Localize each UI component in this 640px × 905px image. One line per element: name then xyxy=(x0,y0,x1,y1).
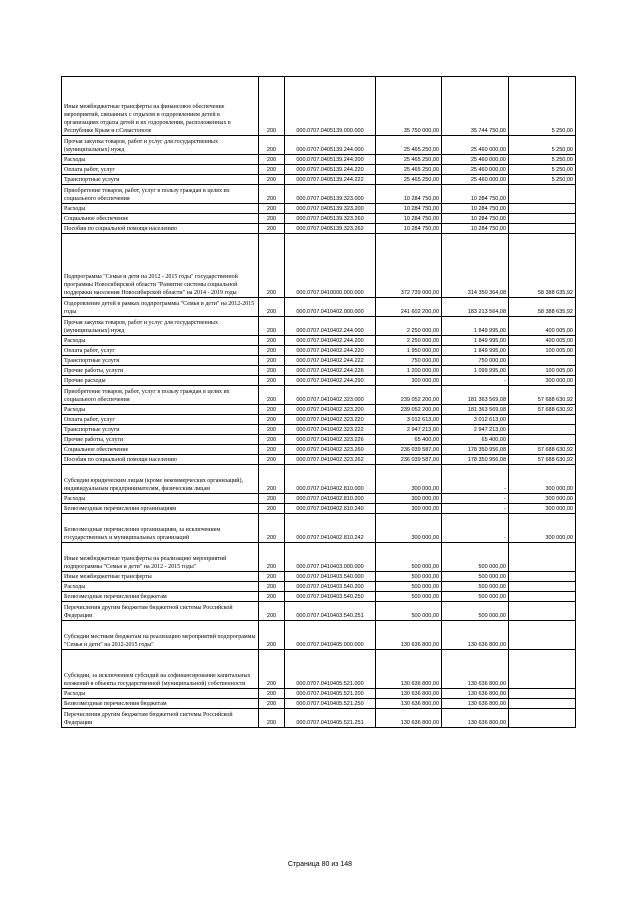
row-line-code: 200 xyxy=(259,415,285,425)
row-remaining-amount xyxy=(509,602,576,621)
row-classification-code: 000.0707.0405139.244.220 xyxy=(285,165,376,175)
row-line-code: 200 xyxy=(259,356,285,366)
row-approved-amount: 500 000,00 xyxy=(376,592,442,602)
row-approved-amount: 3 012 613,00 xyxy=(376,415,442,425)
row-executed-amount: 314 350 364,08 xyxy=(442,234,509,298)
row-line-code: 200 xyxy=(259,514,285,543)
row-remaining-amount xyxy=(509,435,576,445)
row-approved-amount: 300 000,00 xyxy=(376,504,442,514)
row-remaining-amount xyxy=(509,425,576,435)
row-approved-amount: 10 284 750,00 xyxy=(376,204,442,214)
row-executed-amount: 181 363 569,08 xyxy=(442,386,509,405)
row-approved-amount: 25 465 250,00 xyxy=(376,175,442,185)
row-line-code: 200 xyxy=(259,298,285,317)
row-remaining-amount: 5 250,00 xyxy=(509,175,576,185)
table-row xyxy=(62,514,576,543)
row-remaining-amount: 5 250,00 xyxy=(509,155,576,165)
row-approved-amount: 130 636 800,00 xyxy=(376,699,442,709)
row-approved-amount: 2 947 213,00 xyxy=(376,425,442,435)
table-row xyxy=(62,650,576,689)
table-row xyxy=(62,155,576,165)
row-executed-amount: 130 636 800,00 xyxy=(442,709,509,728)
row-line-code: 200 xyxy=(259,234,285,298)
table-row xyxy=(62,689,576,699)
row-remaining-amount xyxy=(509,689,576,699)
row-approved-amount: 300 000,00 xyxy=(376,465,442,494)
row-classification-code: 000.0707.0410402.810.000 xyxy=(285,465,376,494)
row-line-code: 200 xyxy=(259,455,285,465)
table-row xyxy=(62,346,576,356)
row-approved-amount: 500 000,00 xyxy=(376,543,442,572)
row-classification-code: 000.0707.0405139.244.222 xyxy=(285,175,376,185)
row-line-code: 200 xyxy=(259,572,285,582)
row-line-code: 200 xyxy=(259,465,285,494)
row-remaining-amount xyxy=(509,699,576,709)
row-name: Расходы xyxy=(62,155,259,165)
row-approved-amount: 239 052 200,00 xyxy=(376,405,442,415)
row-name: Оздоровление детей в рамках подпрограммы "Семья и дети" на 2012-2015 годы xyxy=(62,298,259,317)
row-name: Субсидии местным бюджетам на реализацию мероприятий подпрограммы "Семья и дети" на 2012-2015 годы" xyxy=(62,621,259,650)
row-line-code: 200 xyxy=(259,346,285,356)
row-remaining-amount: 400 005,00 xyxy=(509,317,576,336)
row-executed-amount: 10 284 750,00 xyxy=(442,214,509,224)
row-remaining-amount xyxy=(509,185,576,204)
row-remaining-amount xyxy=(509,621,576,650)
table-row xyxy=(62,224,576,234)
row-line-code: 200 xyxy=(259,699,285,709)
row-remaining-amount xyxy=(509,709,576,728)
row-classification-code: 000.0707.0405139.323.262 xyxy=(285,224,376,234)
row-name: Субсидии юридическим лицам (кроме некоммерческих организаций), индивидуальным предпринимателям, физическим лицам xyxy=(62,465,259,494)
row-remaining-amount xyxy=(509,224,576,234)
row-name: Социальное обеспечение xyxy=(62,445,259,455)
row-executed-amount: 130 636 800,00 xyxy=(442,650,509,689)
table-row xyxy=(62,592,576,602)
row-line-code: 200 xyxy=(259,650,285,689)
row-classification-code: 000.0707.0410402.323.260 xyxy=(285,445,376,455)
row-executed-amount: 1 849 995,00 xyxy=(442,346,509,356)
row-name: Прочие работы, услуги xyxy=(62,366,259,376)
table-row xyxy=(62,376,576,386)
row-approved-amount: 2 250 000,00 xyxy=(376,336,442,346)
row-name: Подпрограмма "Семья и дети на 2012 - 2015 годы" государственной программы Новосибирской области "Развитие системы социальной поддержки населения Новосибирской области" на 2014 - 2019 годы xyxy=(62,234,259,298)
row-executed-amount: 130 636 800,00 xyxy=(442,621,509,650)
row-executed-amount: 3 012 613,00 xyxy=(442,415,509,425)
row-line-code: 200 xyxy=(259,366,285,376)
row-approved-amount: 500 000,00 xyxy=(376,572,442,582)
row-executed-amount: 130 636 800,00 xyxy=(442,699,509,709)
table-row xyxy=(62,699,576,709)
row-classification-code: 000.0707.0410000.000.000 xyxy=(285,234,376,298)
row-line-code: 200 xyxy=(259,405,285,415)
row-classification-code: 000.0707.0405139.244.200 xyxy=(285,155,376,165)
row-name: Прочая закупка товаров, работ и услуг для государственных (муниципальных) нужд xyxy=(62,317,259,336)
row-line-code: 200 xyxy=(259,445,285,455)
row-classification-code: 000.0707.0410402.244.220 xyxy=(285,346,376,356)
row-name: Прочие расходы xyxy=(62,376,259,386)
row-executed-amount: 10 284 750,00 xyxy=(442,185,509,204)
row-executed-amount: 65 400,00 xyxy=(442,435,509,445)
row-remaining-amount: 57 688 630,92 xyxy=(509,405,576,415)
row-remaining-amount: 300 000,00 xyxy=(509,376,576,386)
row-name: Транспортные услуги xyxy=(62,425,259,435)
row-line-code: 200 xyxy=(259,592,285,602)
row-executed-amount: 25 460 000,00 xyxy=(442,155,509,165)
row-classification-code: 000.0707.0410405.521.200 xyxy=(285,689,376,699)
table-row xyxy=(62,572,576,582)
row-name: Оплата работ, услуг xyxy=(62,165,259,175)
table-row xyxy=(62,465,576,494)
row-name: Приобретение товаров, работ, услуг в пользу граждан в целях их социального обеспечения xyxy=(62,386,259,405)
table-row xyxy=(62,165,576,175)
row-remaining-amount xyxy=(509,650,576,689)
row-approved-amount: 2 250 000,00 xyxy=(376,317,442,336)
row-executed-amount: 1 099 995,00 xyxy=(442,366,509,376)
row-approved-amount: 500 000,00 xyxy=(376,602,442,621)
row-name: Пособия по социальной помощи населению xyxy=(62,455,259,465)
row-approved-amount: 130 636 800,00 xyxy=(376,650,442,689)
row-executed-amount: 25 460 000,00 xyxy=(442,136,509,155)
row-name: Расходы xyxy=(62,336,259,346)
row-line-code: 200 xyxy=(259,175,285,185)
row-executed-amount: - xyxy=(442,494,509,504)
page-number: Страница 80 из 148 xyxy=(287,861,353,868)
table-row xyxy=(62,415,576,425)
row-line-code: 200 xyxy=(259,155,285,165)
row-remaining-amount: 300 000,00 xyxy=(509,504,576,514)
row-approved-amount: 239 052 200,00 xyxy=(376,386,442,405)
row-executed-amount: 10 284 750,00 xyxy=(442,204,509,214)
row-classification-code: 000.0707.0410402.810.200 xyxy=(285,494,376,504)
row-approved-amount: 236 039 587,00 xyxy=(376,445,442,455)
row-approved-amount: 750 000,00 xyxy=(376,356,442,366)
table-row xyxy=(62,234,576,298)
row-approved-amount: 130 636 800,00 xyxy=(376,621,442,650)
row-remaining-amount: 300 000,00 xyxy=(509,494,576,504)
row-line-code: 200 xyxy=(259,689,285,699)
row-line-code: 200 xyxy=(259,136,285,155)
row-line-code: 200 xyxy=(259,709,285,728)
table-row xyxy=(62,425,576,435)
row-name: Транспортные услуги xyxy=(62,356,259,366)
row-remaining-amount xyxy=(509,356,576,366)
row-name: Приобретение товаров, работ, услуг в пользу граждан в целях их социального обеспечения xyxy=(62,185,259,204)
row-executed-amount: 10 284 750,00 xyxy=(442,224,509,234)
row-approved-amount: 500 000,00 xyxy=(376,582,442,592)
row-classification-code: 000.0707.0410403.540.000 xyxy=(285,572,376,582)
table-row xyxy=(62,445,576,455)
row-classification-code: 000.0707.0410402.244.290 xyxy=(285,376,376,386)
row-executed-amount: 178 350 956,08 xyxy=(442,455,509,465)
table-row xyxy=(62,214,576,224)
row-executed-amount: 2 947 213,00 xyxy=(442,425,509,435)
row-line-code: 200 xyxy=(259,386,285,405)
row-approved-amount: 10 284 750,00 xyxy=(376,185,442,204)
row-remaining-amount xyxy=(509,415,576,425)
row-classification-code: 000.0707.0410405.000.000 xyxy=(285,621,376,650)
row-executed-amount: 183 213 564,08 xyxy=(442,298,509,317)
row-line-code: 200 xyxy=(259,435,285,445)
row-approved-amount: 1 950 000,00 xyxy=(376,346,442,356)
table-row xyxy=(62,455,576,465)
row-classification-code: 000.0707.0405139.000.000 xyxy=(285,77,376,136)
row-approved-amount: 300 000,00 xyxy=(376,494,442,504)
row-remaining-amount: 5 250,00 xyxy=(509,165,576,175)
row-line-code: 200 xyxy=(259,224,285,234)
row-classification-code: 000.0707.0410402.244.226 xyxy=(285,366,376,376)
row-name: Прочие работы, услуги xyxy=(62,435,259,445)
row-executed-amount: 1 849 995,00 xyxy=(442,317,509,336)
row-name: Безвозмездные перечисления бюджетам xyxy=(62,592,259,602)
row-classification-code: 000.0707.0410402.323.200 xyxy=(285,405,376,415)
row-classification-code: 000.0707.0410402.244.222 xyxy=(285,356,376,366)
row-line-code: 200 xyxy=(259,77,285,136)
row-remaining-amount: 57 688 630,92 xyxy=(509,455,576,465)
table-row xyxy=(62,709,576,728)
row-remaining-amount xyxy=(509,543,576,572)
row-classification-code: 000.0707.0410403.540.200 xyxy=(285,582,376,592)
row-classification-code: 000.0707.0410405.521.251 xyxy=(285,709,376,728)
row-name: Расходы xyxy=(62,582,259,592)
row-remaining-amount: 300 000,00 xyxy=(509,465,576,494)
table-row xyxy=(62,602,576,621)
table-row xyxy=(62,185,576,204)
row-classification-code: 000.0707.0410402.323.220 xyxy=(285,415,376,425)
row-name: Прочая закупка товаров, работ и услуг для государственных (муниципальных) нужд xyxy=(62,136,259,155)
row-classification-code: 000.0707.0410402.323.262 xyxy=(285,455,376,465)
row-line-code: 200 xyxy=(259,425,285,435)
row-approved-amount: 372 739 000,00 xyxy=(376,234,442,298)
row-classification-code: 000.0707.0405139.323.000 xyxy=(285,185,376,204)
row-classification-code: 000.0707.0410405.521.250 xyxy=(285,699,376,709)
row-name: Безвозмездные перечисления бюджетам xyxy=(62,699,259,709)
row-line-code: 200 xyxy=(259,185,285,204)
table-row xyxy=(62,136,576,155)
row-classification-code: 000.0707.0410403.540.250 xyxy=(285,592,376,602)
row-line-code: 200 xyxy=(259,494,285,504)
row-executed-amount: 500 000,00 xyxy=(442,582,509,592)
row-line-code: 200 xyxy=(259,336,285,346)
row-classification-code: 000.0707.0410403.000.000 xyxy=(285,543,376,572)
table-row xyxy=(62,494,576,504)
row-line-code: 200 xyxy=(259,582,285,592)
row-name: Расходы xyxy=(62,204,259,214)
row-remaining-amount: 400 005,00 xyxy=(509,336,576,346)
row-name: Расходы xyxy=(62,689,259,699)
row-remaining-amount: 5 250,00 xyxy=(509,77,576,136)
row-classification-code: 000.0707.0410402.323.000 xyxy=(285,386,376,405)
row-remaining-amount: 300 000,00 xyxy=(509,514,576,543)
table-row xyxy=(62,175,576,185)
row-classification-code: 000.0707.0410403.540.251 xyxy=(285,602,376,621)
row-classification-code: 000.0707.0410402.810.240 xyxy=(285,504,376,514)
row-executed-amount: 181 363 569,08 xyxy=(442,405,509,415)
row-remaining-amount xyxy=(509,582,576,592)
row-line-code: 200 xyxy=(259,165,285,175)
row-classification-code: 000.0707.0405139.244.000 xyxy=(285,136,376,155)
row-remaining-amount: 57 688 630,92 xyxy=(509,386,576,405)
table-row xyxy=(62,504,576,514)
table-row xyxy=(62,317,576,336)
row-executed-amount: - xyxy=(442,514,509,543)
row-executed-amount: 130 636 800,00 xyxy=(442,689,509,699)
row-name: Транспортные услуги xyxy=(62,175,259,185)
row-classification-code: 000.0707.0405139.323.260 xyxy=(285,214,376,224)
row-approved-amount: 236 039 587,00 xyxy=(376,455,442,465)
row-remaining-amount xyxy=(509,572,576,582)
table-row xyxy=(62,543,576,572)
row-line-code: 200 xyxy=(259,214,285,224)
row-executed-amount: 500 000,00 xyxy=(442,602,509,621)
table-row xyxy=(62,366,576,376)
row-approved-amount: 10 284 750,00 xyxy=(376,214,442,224)
row-approved-amount: 300 000,00 xyxy=(376,514,442,543)
row-line-code: 200 xyxy=(259,543,285,572)
row-approved-amount: 1 200 000,00 xyxy=(376,366,442,376)
row-approved-amount: 25 465 250,00 xyxy=(376,165,442,175)
row-executed-amount: - xyxy=(442,465,509,494)
row-name: Перечисления другим бюджетам бюджетной системы Российской Федерации xyxy=(62,602,259,621)
row-approved-amount: 65 400,00 xyxy=(376,435,442,445)
row-remaining-amount xyxy=(509,204,576,214)
row-remaining-amount: 100 005,00 xyxy=(509,366,576,376)
row-name: Иные межбюджетные трансферты на реализацию мероприятий подпрограммы "Семья и дети" на 2012 - 2015 годы" xyxy=(62,543,259,572)
row-approved-amount: 10 284 750,00 xyxy=(376,224,442,234)
row-executed-amount: 500 000,00 xyxy=(442,592,509,602)
row-remaining-amount: 57 688 630,92 xyxy=(509,445,576,455)
table-row xyxy=(62,435,576,445)
row-executed-amount: 500 000,00 xyxy=(442,572,509,582)
table-row xyxy=(62,386,576,405)
row-approved-amount: 241 602 200,00 xyxy=(376,298,442,317)
row-name: Расходы xyxy=(62,405,259,415)
row-remaining-amount xyxy=(509,592,576,602)
table-row xyxy=(62,204,576,214)
row-executed-amount: - xyxy=(442,504,509,514)
table-row xyxy=(62,405,576,415)
row-classification-code: 000.0707.0410402.244.200 xyxy=(285,336,376,346)
row-executed-amount: - xyxy=(442,376,509,386)
row-executed-amount: 25 460 000,00 xyxy=(442,165,509,175)
row-remaining-amount: 5 250,00 xyxy=(509,136,576,155)
row-classification-code: 000.0707.0410402.244.000 xyxy=(285,317,376,336)
row-line-code: 200 xyxy=(259,504,285,514)
row-name: Оплата работ, услуг xyxy=(62,415,259,425)
row-line-code: 200 xyxy=(259,204,285,214)
row-name: Субсидии, за исключением субсидий на софинансирование капитальных вложений в объекты государственной (муниципальной) собственности xyxy=(62,650,259,689)
row-classification-code: 000.0707.0410402.323.226 xyxy=(285,435,376,445)
row-name: Оплата работ, услуг xyxy=(62,346,259,356)
row-name: Иные межбюджетные трансферты xyxy=(62,572,259,582)
row-executed-amount: 1 849 995,00 xyxy=(442,336,509,346)
row-approved-amount: 35 750 000,00 xyxy=(376,77,442,136)
row-classification-code: 000.0707.0410402.000.000 xyxy=(285,298,376,317)
row-name: Социальное обеспечение xyxy=(62,214,259,224)
row-executed-amount: 25 460 000,00 xyxy=(442,175,509,185)
row-approved-amount: 25 465 250,00 xyxy=(376,136,442,155)
table-row xyxy=(62,77,576,136)
table-row xyxy=(62,582,576,592)
row-remaining-amount: 58 388 635,92 xyxy=(509,298,576,317)
row-remaining-amount: 58 388 635,92 xyxy=(509,234,576,298)
row-classification-code: 000.0707.0410405.521.000 xyxy=(285,650,376,689)
row-classification-code: 000.0707.0410402.323.222 xyxy=(285,425,376,435)
row-approved-amount: 130 636 800,00 xyxy=(376,709,442,728)
row-executed-amount: 35 744 750,00 xyxy=(442,77,509,136)
row-approved-amount: 130 636 800,00 xyxy=(376,689,442,699)
row-name: Пособия по социальной помощи населению xyxy=(62,224,259,234)
row-name: Перечисления другим бюджетам бюджетной системы Российской Федерации xyxy=(62,709,259,728)
row-approved-amount: 300 000,00 xyxy=(376,376,442,386)
row-classification-code: 000.0707.0410402.810.242 xyxy=(285,514,376,543)
row-remaining-amount xyxy=(509,214,576,224)
row-line-code: 200 xyxy=(259,621,285,650)
row-approved-amount: 25 465 250,00 xyxy=(376,155,442,165)
row-classification-code: 000.0707.0405139.323.200 xyxy=(285,204,376,214)
row-name: Расходы xyxy=(62,494,259,504)
row-executed-amount: 750 000,00 xyxy=(442,356,509,366)
table-row xyxy=(62,356,576,366)
row-name: Безвозмездные перечисления организациям, за исключением государственных и муниципальных организаций xyxy=(62,514,259,543)
budget-table xyxy=(61,76,576,728)
row-executed-amount: 178 350 956,08 xyxy=(442,445,509,455)
row-line-code: 200 xyxy=(259,376,285,386)
row-executed-amount: 500 000,00 xyxy=(442,543,509,572)
row-name: Безвозмездные перечисления организациям xyxy=(62,504,259,514)
table-row xyxy=(62,298,576,317)
row-line-code: 200 xyxy=(259,602,285,621)
table-row xyxy=(62,621,576,650)
row-remaining-amount: 100 005,00 xyxy=(509,346,576,356)
row-line-code: 200 xyxy=(259,317,285,336)
row-name: Иные межбюджетные трансферты на финансовое обеспечение мероприятий, связанных с отдыхом и оздоровлением детей в организациях отдыха детей и их оздоровления, расположенных в Республике Крым и г.Севастополе xyxy=(62,77,259,136)
table-row xyxy=(62,336,576,346)
